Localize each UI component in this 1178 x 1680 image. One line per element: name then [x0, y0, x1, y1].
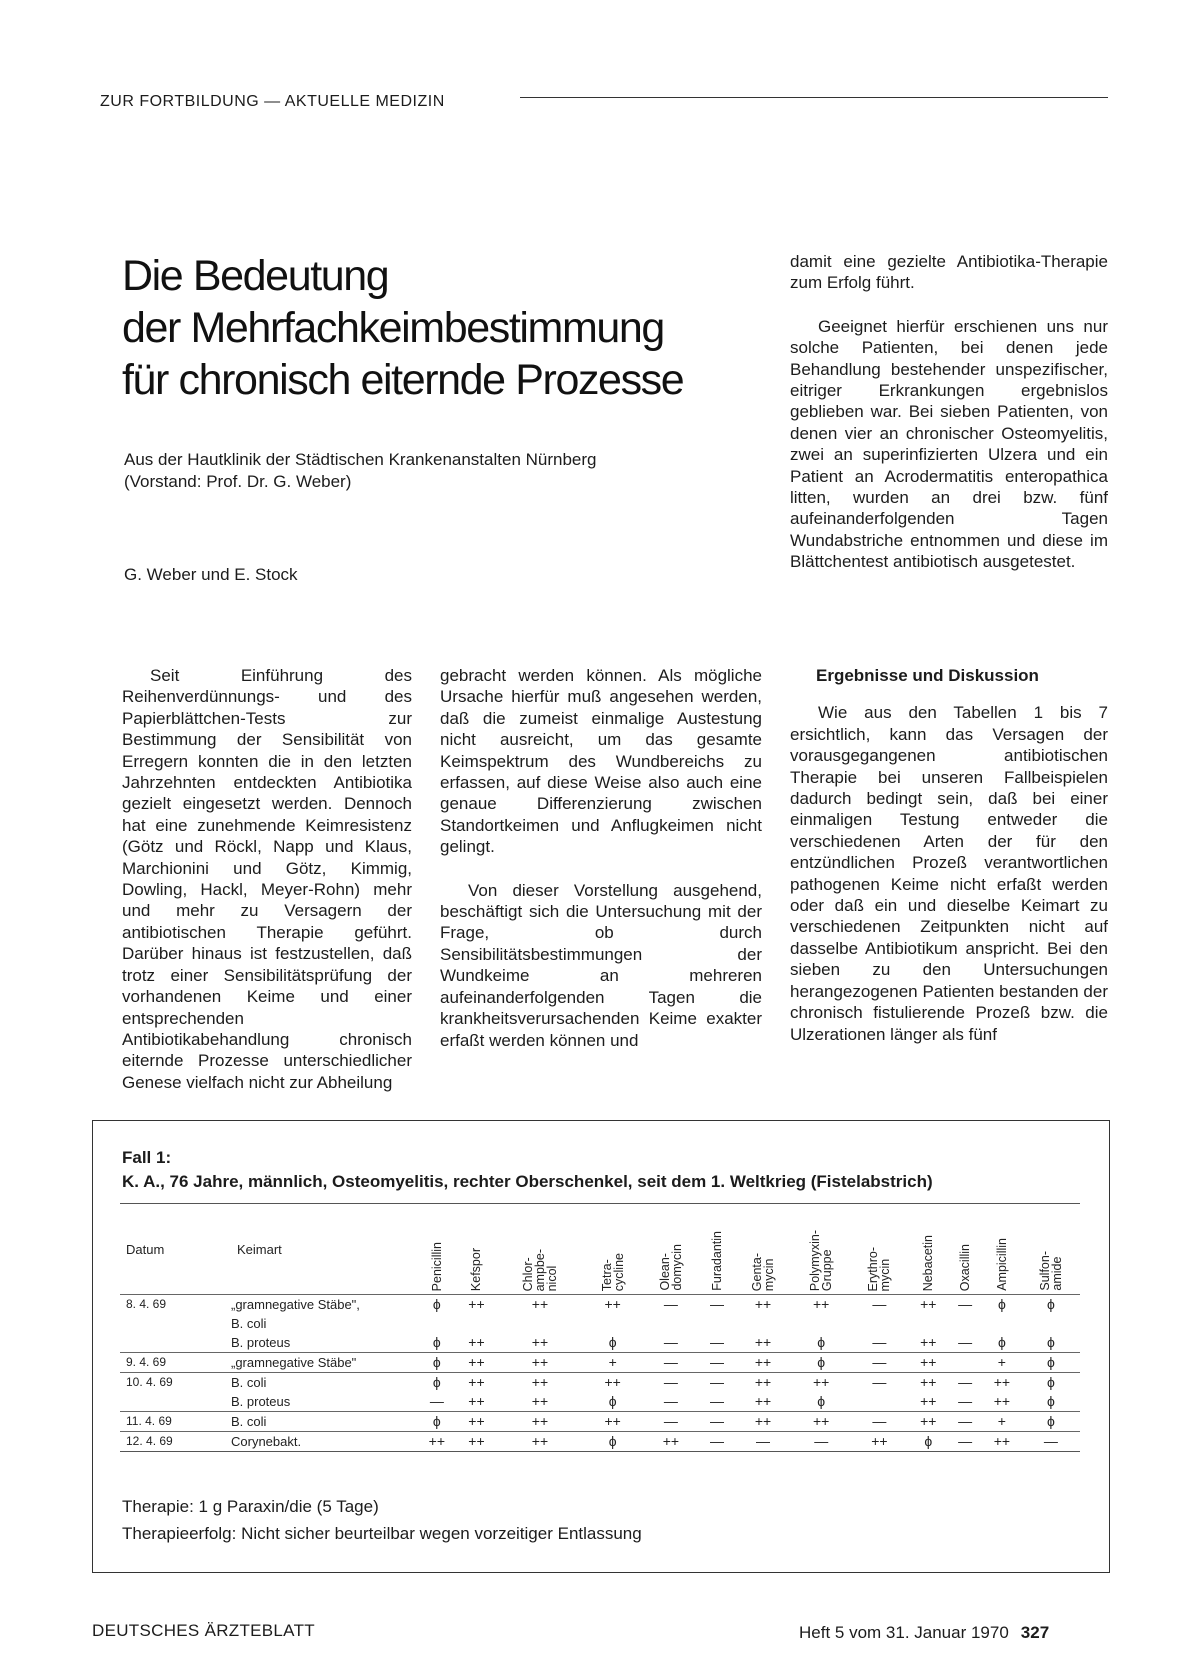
institution-line: (Vorstand: Prof. Dr. G. Weber)	[124, 472, 352, 491]
therapy-outcome: Therapieerfolg: Nicht sicher beurteilbar wegen vorzeitiger Entlassung	[122, 1524, 642, 1543]
cell-result: ++	[496, 1412, 583, 1432]
title-line: für chronisch eiternde Prozesse	[122, 356, 684, 404]
cell-result: ++	[496, 1295, 583, 1315]
cell-result: ++	[908, 1353, 948, 1373]
title-line: der Mehrfachkeimbestimmung	[122, 304, 664, 352]
antibiotic-label: Furadantin	[709, 1231, 724, 1291]
antibiotic-label: Olean- domycin	[657, 1244, 684, 1291]
cell-result	[417, 1314, 457, 1333]
cell-result: —	[642, 1373, 700, 1393]
cell-result: ++	[584, 1295, 642, 1315]
cell-result: ϕ	[1046, 1393, 1055, 1409]
column-2	[440, 665, 762, 1051]
cell-keimart: B. coli	[231, 1373, 417, 1393]
institution-line: Aus der Hautklinik der Städtischen Krankenanstalten Nürnberg	[124, 450, 597, 469]
column-header-datum: Datum	[120, 1204, 231, 1295]
column-header-keimart: Keimart	[231, 1204, 417, 1295]
issue-info	[799, 1623, 1049, 1643]
cell-result: ++	[531, 1393, 549, 1409]
antibiotic-label: Polymyxin- Gruppe	[808, 1229, 835, 1291]
cell-result: ++	[734, 1353, 792, 1373]
cell-result: —	[709, 1334, 724, 1350]
cell-result: —	[872, 1334, 887, 1350]
cell-result: ++	[457, 1432, 497, 1452]
cell-result: ++	[457, 1373, 497, 1393]
column-header-antibiotic	[850, 1204, 908, 1295]
cell-result	[496, 1314, 583, 1333]
case-description: K. A., 76 Jahre, männlich, Osteomyelitis, rechter Oberschenkel, seit dem 1. Weltkrieg (Fistelabstrich)	[122, 1172, 933, 1191]
table-caption	[122, 1146, 933, 1194]
paragraph: damit eine gezielte Antibiotika-Therapie zum Erfolg führt.	[790, 252, 1108, 293]
issue-date: Heft 5 vom 31. Januar 1970	[799, 1623, 1009, 1642]
column-header-antibiotic	[982, 1204, 1022, 1295]
cell-result: ++	[457, 1353, 497, 1373]
cell-result: ++	[792, 1412, 850, 1432]
cell-result: ++	[496, 1373, 583, 1393]
cell-result: —	[734, 1432, 792, 1452]
antibiotic-label: Ampicillin	[994, 1238, 1009, 1291]
cell-result: ++	[468, 1393, 485, 1409]
table-row	[120, 1412, 1080, 1432]
cell-date	[120, 1314, 231, 1333]
cell-result: ϕ	[417, 1295, 457, 1315]
cell-result: ϕ	[817, 1334, 826, 1350]
column-header-antibiotic	[496, 1204, 583, 1295]
cell-result: —	[700, 1373, 734, 1393]
cell-result: ++	[792, 1373, 850, 1393]
antibiotic-label: Oxacillin	[958, 1243, 973, 1291]
cell-result	[734, 1314, 792, 1333]
column-header-antibiotic	[417, 1204, 457, 1295]
cell-result: ϕ	[432, 1334, 441, 1350]
paragraph: Von dieser Vorstellung ausgehend, beschäftigt sich die Untersuchung mit der Frage, ob durch Sensibilitätsbestimmungen der Wundkeime an mehreren aufeinanderfolgenden Tagen die krankheitsverursachenden Keime exakter erfaßt werden können und	[440, 880, 762, 1050]
table-row	[120, 1295, 1080, 1315]
cell-result: ϕ	[1022, 1412, 1080, 1432]
cell-result	[792, 1314, 850, 1333]
cell-result	[584, 1314, 642, 1333]
cell-result: —	[663, 1393, 678, 1409]
column-header-antibiotic	[457, 1204, 497, 1295]
table-row	[120, 1333, 1080, 1353]
cell-result: —	[663, 1334, 678, 1350]
column-3	[790, 665, 1108, 1045]
therapy-notes	[122, 1493, 642, 1547]
cell-result	[908, 1314, 948, 1333]
table-row	[120, 1353, 1080, 1373]
column-header-antibiotic	[1022, 1204, 1080, 1295]
cell-result: ϕ	[817, 1393, 826, 1409]
cell-result: ++	[908, 1295, 948, 1315]
cell-result: ϕ	[982, 1295, 1022, 1315]
cell-date: 10. 4. 69	[120, 1373, 231, 1393]
cell-result: —	[700, 1353, 734, 1373]
cell-result	[850, 1392, 908, 1412]
case-label: Fall 1:	[122, 1148, 172, 1167]
cell-result: ++	[792, 1295, 850, 1315]
cell-result: ϕ	[997, 1334, 1006, 1350]
cell-result: —	[850, 1412, 908, 1432]
cell-result: ++	[584, 1412, 642, 1432]
cell-result: ϕ	[608, 1393, 617, 1409]
cell-result: ϕ	[608, 1334, 617, 1350]
column-header-antibiotic	[908, 1204, 948, 1295]
cell-result: ++	[457, 1412, 497, 1432]
cell-result: ++	[908, 1373, 948, 1393]
cell-result: —	[948, 1373, 982, 1393]
antibiotic-label: Kefspor	[469, 1247, 484, 1291]
cell-result: ϕ	[417, 1353, 457, 1373]
cell-date: 8. 4. 69	[120, 1295, 231, 1315]
cell-result: ++	[468, 1334, 485, 1350]
cell-result: ++	[584, 1373, 642, 1393]
page-number: 327	[1020, 1623, 1050, 1642]
antibiotic-label: Nebacetin	[921, 1234, 936, 1291]
cell-result: +	[584, 1353, 642, 1373]
cell-result: —	[948, 1295, 982, 1315]
cell-result: ϕ	[1022, 1353, 1080, 1373]
cell-result: ++	[850, 1432, 908, 1452]
cell-result	[982, 1314, 1022, 1333]
cell-result: ++	[417, 1432, 457, 1452]
cell-keimart: „gramnegative Stäbe"	[231, 1353, 417, 1373]
cell-date	[120, 1392, 231, 1412]
cell-result: —	[850, 1295, 908, 1315]
therapy: Therapie: 1 g Paraxin/die (5 Tage)	[122, 1497, 379, 1516]
cell-result: —	[958, 1393, 973, 1409]
right-column-top	[790, 251, 1108, 573]
cell-result: ++	[457, 1295, 497, 1315]
cell-result: ++	[754, 1393, 772, 1409]
cell-result: —	[709, 1393, 724, 1409]
title-line: Die Bedeutung	[122, 252, 389, 300]
cell-keimart: Corynebakt.	[231, 1432, 417, 1452]
cell-result: ++	[754, 1334, 772, 1350]
cell-result	[457, 1314, 497, 1333]
cell-result: ++	[993, 1393, 1011, 1409]
cell-result: —	[948, 1412, 982, 1432]
cell-result: —	[1022, 1432, 1080, 1452]
cell-result	[642, 1314, 700, 1333]
cell-result	[948, 1353, 982, 1373]
antibiotic-label: Genta- mycin	[750, 1252, 776, 1291]
cell-result	[850, 1314, 908, 1333]
cell-result: —	[700, 1432, 734, 1452]
cell-result: ϕ	[417, 1412, 457, 1432]
cell-result: ϕ	[1046, 1334, 1055, 1350]
antibiotic-label: Sulfon- amide	[1037, 1251, 1064, 1291]
section-heading: Ergebnisse und Diskussion	[816, 666, 1039, 685]
cell-result: ++	[496, 1353, 583, 1373]
cell-keimart: B. coli	[231, 1316, 267, 1331]
cell-date: 9. 4. 69	[120, 1353, 231, 1373]
column-header-antibiotic	[642, 1204, 700, 1295]
cell-result: +	[982, 1353, 1022, 1373]
cell-result: ++	[908, 1412, 948, 1432]
cell-result: ++	[642, 1432, 700, 1452]
cell-result	[700, 1314, 734, 1333]
column-header-antibiotic	[734, 1204, 792, 1295]
cell-result: —	[700, 1295, 734, 1315]
cell-result: —	[642, 1412, 700, 1432]
table-header-row	[120, 1204, 1080, 1295]
cell-result: ϕ	[908, 1432, 948, 1452]
running-header: ZUR FORTBILDUNG — AKTUELLE MEDIZIN	[100, 93, 445, 110]
cell-result: ++	[734, 1295, 792, 1315]
cell-result: ϕ	[1022, 1295, 1080, 1315]
cell-result: ϕ	[584, 1432, 642, 1452]
cell-result: —	[792, 1432, 850, 1452]
cell-result: ++	[982, 1373, 1022, 1393]
article-title	[122, 250, 683, 406]
cell-result: ++	[531, 1334, 549, 1350]
paragraph: Seit Einführung des Reihenverdünnungs- und des Papierblättchen-Tests zur Bestimmung der Sensibilität von Erregern konnten die in den letzten Jahrzehnten entdeckten Antibiotika gezielt eingesetzt werden. Dennoch hat eine zunehmende Keimresistenz (Götz und Röckl, Napp und Klaus, Marchionini und Götz, Kimmig, Dowling, Hackl, Meyer-Rohn) mehr und mehr zu Versagern der antibiotischen Therapie geführt. Darüber hinaus ist festzustellen, daß trotz einer Sensibilitätsprüfung der vorhandenen Keime und einer entsprechenden Antibiotikabehandlung chronisch eiternde Prozesse unterschiedlicher Genese vielfach nicht zur Abheilung	[122, 666, 412, 1092]
table-row	[120, 1373, 1080, 1393]
cell-result: ++	[982, 1432, 1022, 1452]
cell-result: —	[642, 1353, 700, 1373]
cell-result: —	[642, 1295, 700, 1315]
paragraph: gebracht werden können. Als mögliche Ursache hierfür muß angesehen werden, daß die zumeist einmalige Austestung nicht ausreicht, um das gesamte Keimspektrum des Wundbereichs zu erfassen, auf diese Weise also auch eine genaue Differenzierung zwischen Standortkeimen und Anflugkeimen nicht gelingt.	[440, 666, 762, 857]
column-header-antibiotic	[792, 1204, 850, 1295]
cell-result: —	[958, 1334, 973, 1350]
cell-date: 12. 4. 69	[120, 1432, 231, 1452]
cell-date	[120, 1333, 231, 1353]
column-header-antibiotic	[584, 1204, 642, 1295]
antibiotic-label: Tetra- cycline	[599, 1252, 626, 1291]
antibiotic-label: Erythro- mycin	[866, 1246, 893, 1291]
cell-keimart: B. proteus	[231, 1335, 291, 1350]
cell-keimart: B. coli	[231, 1412, 417, 1432]
cell-result	[1022, 1314, 1080, 1333]
cell-result	[948, 1314, 982, 1333]
cell-result: ++	[734, 1412, 792, 1432]
cell-result: ++	[920, 1334, 937, 1350]
column-header-antibiotic	[948, 1204, 982, 1295]
cell-result: ϕ	[417, 1373, 457, 1393]
column-1	[122, 665, 412, 1093]
column-header-antibiotic	[700, 1204, 734, 1295]
paragraph: Wie aus den Tabellen 1 bis 7 ersichtlich, kann das Versagen der vorausgegangenen antibiotischen Therapie bei unseren Fallbeispielen dadurch bedingt sein, daß bei einer einmaligen Testung entweder die verschiedenen Arten der für den entzündlichen Prozeß verantwortlichen pathogenen Keime nicht erfaßt werden oder daß ein und dieselbe Keimart zu verschiedenen Zeitpunkten nicht auf dasselbe Antibiotikum anspricht. Bei den sieben zu den Untersuchungen herangezogenen Patienten bestanden der chronisch fistulierende Prozeß bzw. die Ulzerationen länger als fünf	[790, 703, 1108, 1044]
cell-date: 11. 4. 69	[120, 1412, 231, 1432]
cell-result: ++	[920, 1393, 937, 1409]
antibiotic-label: Chlor- ampbe- nicol	[520, 1248, 559, 1291]
header-rule	[520, 97, 1108, 98]
paragraph: Geeignet hierfür erschienen uns nur solche Patienten, bei denen jede Behandlung bestehender unspezifischer, eitriger Erkrankungen ergebnislos geblieben war. Bei sieben Patienten, von denen vier an chronischer Osteomyelitis, zwei an superinfizierten Ulzera und ein Patient an Acrodermatitis enteropathica litten, wurden an drei bzw. fünf aufeinanderfolgenden Tagen Wundabstriche entnommen und diese im Blättchentest antibiotisch ausgetestet.	[790, 316, 1108, 572]
cell-keimart: „gramnegative Stäbe",	[231, 1295, 417, 1315]
cell-result: ϕ	[792, 1353, 850, 1373]
cell-result: ++	[734, 1373, 792, 1393]
institution	[124, 449, 724, 493]
cell-keimart: B. proteus	[231, 1394, 291, 1409]
cell-result: +	[982, 1412, 1022, 1432]
cell-result: ++	[496, 1432, 583, 1452]
sensitivity-table	[120, 1203, 1080, 1452]
cell-result: —	[850, 1353, 908, 1373]
cell-result: ϕ	[1022, 1373, 1080, 1393]
table-row	[120, 1392, 1080, 1412]
cell-result: —	[429, 1393, 444, 1409]
cell-result: —	[700, 1412, 734, 1432]
authors: G. Weber und E. Stock	[124, 565, 298, 584]
cell-result: —	[850, 1373, 908, 1393]
table-row	[120, 1314, 1080, 1333]
table-row	[120, 1432, 1080, 1452]
antibiotic-label: Penicillin	[429, 1241, 444, 1291]
journal-name: DEUTSCHES ÄRZTEBLATT	[92, 1621, 315, 1640]
cell-result: —	[948, 1432, 982, 1452]
